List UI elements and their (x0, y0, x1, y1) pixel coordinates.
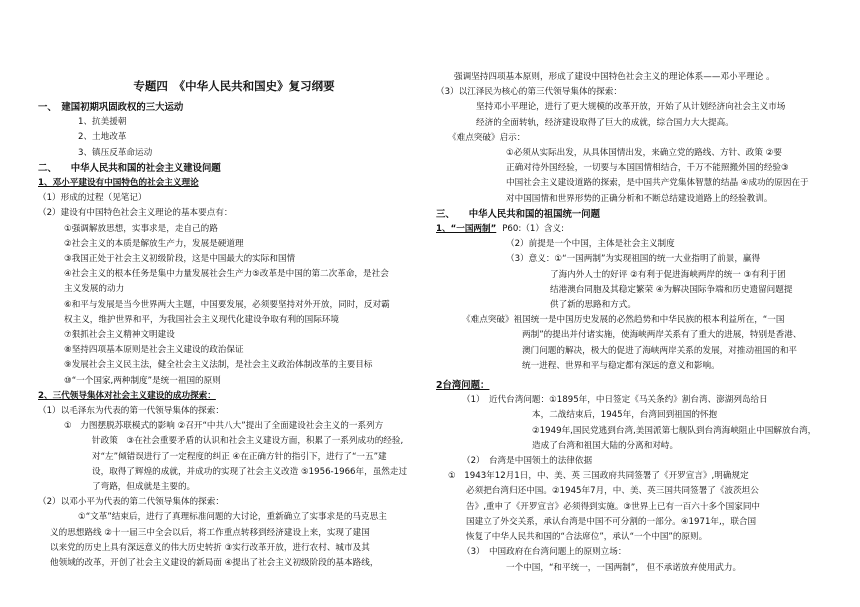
text-line: （3）以江泽民为核心的第三代领导集体的探索： (436, 87, 622, 98)
text-line: 必须把台湾归还中国。②1945年7月，中、美、英三国共同签署了《波茨坦公 (466, 486, 759, 497)
right-column (436, 0, 832, 576)
point-line: ⑥和平与发展是当今世界两大主题，中国要发展，必须要坚持对外开放，同时，反对霸 (64, 299, 390, 310)
text-line: 两制”的提出并付诸实施，使海峡两岸关系有了重大的进展，特别是香港、 (522, 330, 802, 341)
taiwan-heading: 2台湾问题： (436, 380, 490, 392)
point-line: 主义发展的动力 (64, 284, 125, 295)
text-line: 他领域的改革，开创了社会主义建设的新局面 ④提出了社会主义初级阶段的基本路线， (50, 558, 379, 569)
text-line: ①必须从实际出发，从具体国情出发，来确立党的路线、方针、政策 ②要 (506, 148, 782, 159)
difficulty-heading: 《难点突破》启示： (448, 132, 526, 143)
text-line: 对“左”倾错误进行了一定程度的纠正 ④在正确方针的指引下，进行了“一五”建 (92, 451, 387, 462)
text-line: （3） 中国政府在台湾问题上的原则立场： (462, 547, 627, 558)
text-line: 坚持邓小平理论，进行了更大规模的改革开放，开始了从计划经济向社会主义市场 (476, 102, 786, 113)
text-line: ① 1943年12月1日，中、美、英 三国政府共同签署了《开罗宣言》,明确规定 (448, 471, 749, 482)
text-line: ①“文革”结束后，进行了真理标准问题的大讨论，重新确立了实事求是的马克思主 (78, 512, 387, 523)
section-2-heading: 二、 中华人民共和国的社会主义建设问题 (38, 162, 221, 174)
one-country-two-systems-label: 1、“一国两制” (436, 224, 497, 235)
text-line: 义的思想路线 ②十一届三中全会以后，将工作重点转移到经济建设上来，实现了建国 (50, 527, 370, 538)
point-line: ④社会主义的根本任务是集中力量发展社会生产力⑤改革是中国的第二次革命，是社会 (64, 269, 389, 280)
text-line: 恢复了中华人民共和国的“合法席位”，承认“一个中国”的原则。 (466, 532, 708, 543)
left-column (38, 0, 430, 571)
point-line: ⑩“一个国家,两种制度”是统一祖国的原则 (64, 375, 221, 386)
text-line: 结港澳台同胞及其稳定繁荣 ④为解决国际争端和历史遗留问题提 (550, 284, 793, 295)
subsection-heading: 1、邓小平建设有中国特色的社会主义理论 (38, 178, 199, 189)
text-line: 强调坚持四项基本原则，形成了建设中国特色社会主义的理论体系——邓小平理论 。 (454, 72, 775, 82)
point-line: ⑨发展社会主义民主法，健全社会主义法制，是社会主义政治体制改革的主要目标 (64, 360, 373, 371)
point-line: ⑦狠抓社会主义精神文明建设 (64, 330, 175, 341)
section-1-heading: 一、 建国初期巩固政权的三大运动 (38, 102, 184, 113)
section-3-heading: 三、 中华人民共和国的祖国统一问题 (436, 208, 601, 220)
text-line: 设，取得了辉煌的成就，并成功的实现了社会主义改造 ⑤1956-1966年，虽然走过 (92, 466, 408, 477)
text-line: 告》,重申了《开罗宣言》必须得到实施。③世界上已有一百六十多个国家同中 (466, 501, 761, 512)
text-line: 了弯路，但成就是主要的。 (92, 482, 196, 493)
point-line: 权主义，维护世界和平，为我国社会主义现代化建设争取有利的国际环境 (64, 314, 340, 325)
text-line: 本，二战结束后，1945年，台湾回到祖国的怀抱 (532, 410, 718, 421)
text-line: （2） 台湾是中国领土的法律依据 (462, 456, 593, 467)
point-line: ③我国正处于社会主义初级阶段，这是中国最大的实际和国情 (64, 254, 296, 265)
text-line: 供了新的思路和方式。 (550, 300, 636, 311)
text-line: 《难点突破》祖国统一是中国历史发展的必然趋势和中华民族的根本利益所在，“一国 (462, 315, 785, 326)
text-line: 针政策 ③在社会重要矛盾的认识和社会主义建设方面，积累了一系列成功的经验, (92, 436, 404, 447)
text-line: 中国社会主义建设道路的探索，是中国共产党集体智慧的结晶 ④成功的原因在于 (506, 178, 809, 189)
text-line: （1）形成的过程（见笔记） (38, 193, 147, 204)
text-line: 以来党的历史上具有深远意义的伟大历史转折 ③实行改革开放，进行农村、城市及其 (50, 542, 370, 553)
text-line: （2）前提是一个中国，主体是社会主义制度 (506, 239, 675, 250)
point-line: ①强调解放思想，实事求是，走自己的路 (64, 223, 218, 234)
one-country-two-systems-line (436, 222, 832, 237)
text-line: 了海内外人士的好评 ②有利于促进海峡两岸的统一 ③有利于团 (550, 269, 786, 280)
document-title: 专题四 《中华人民共和国史》复习纲要 (133, 79, 335, 93)
text-fragment: P60:（1）含义: (502, 224, 565, 235)
text-line: 正确对待外国经验，一切要与本国国情相结合，千万不能照搬外国的经验③ (506, 163, 789, 174)
text-line: ① 力图摆脱苏联模式的影响 ②召开“中共八大”提出了全面建设社会主义的一系列方 (64, 421, 384, 432)
text-line: 国建立了外交关系，承认台湾是中国不可分割的一部分。④1971年,，联合国 (466, 516, 757, 527)
text-line: （1）以毛泽东为代表的第一代领导集体的探索： (38, 406, 224, 417)
point-line: ⑧坚持四项基本原则是社会主义建设的政治保证 (64, 345, 244, 356)
text-line: 澳门问题的解决，极大的促进了海峡两岸关系的发展，对推动祖国的和平 (522, 345, 798, 356)
text-line: （2）建设有中国特色社会主义理论的基本要点有： (38, 208, 233, 219)
text-line: 经济的全面转轨，经济建设取得了巨大的成就，综合国力大大提高。 (476, 117, 734, 128)
list-item: 2、土地改革 (78, 132, 127, 143)
text-line: （2）以邓小平为代表的第二代领导集体的探索： (38, 497, 224, 508)
point-line: ②社会主义的本质是解放生产力，发展是硬道理 (64, 238, 244, 249)
text-line: 对中国国情和世界形势的正确分析和不断总结建设道路上的经验教训。 (506, 193, 773, 204)
subsection-heading: 2、三代领导集体对社会主义建设的成功探索： (38, 390, 216, 401)
text-line: （1） 近代台湾问题：①1895年，中日签定《马关条约》割台湾、澎湖列岛给日 (462, 395, 768, 406)
list-item: 1、抗美援朝 (78, 117, 127, 128)
text-line: 统一进程、世界和平与稳定都有深远的意义和影响。 (522, 360, 720, 371)
text-line: 造成了台湾和祖国大陆的分离和对峙。 (532, 440, 679, 451)
text-line: （3）意义：①“一国两制”为实现祖国的统一大业指明了前景，赢得 (506, 254, 761, 265)
text-line: 一个中国，“和平统一，一国两制”， 但不承诺放弃使用武力。 (506, 562, 742, 573)
text-line: ②1949年,国民党逃到台湾,美国派第七舰队到台湾海峡阻止中国解放台湾， (532, 425, 817, 436)
list-item: 3、镇压反革命运动 (78, 147, 153, 158)
